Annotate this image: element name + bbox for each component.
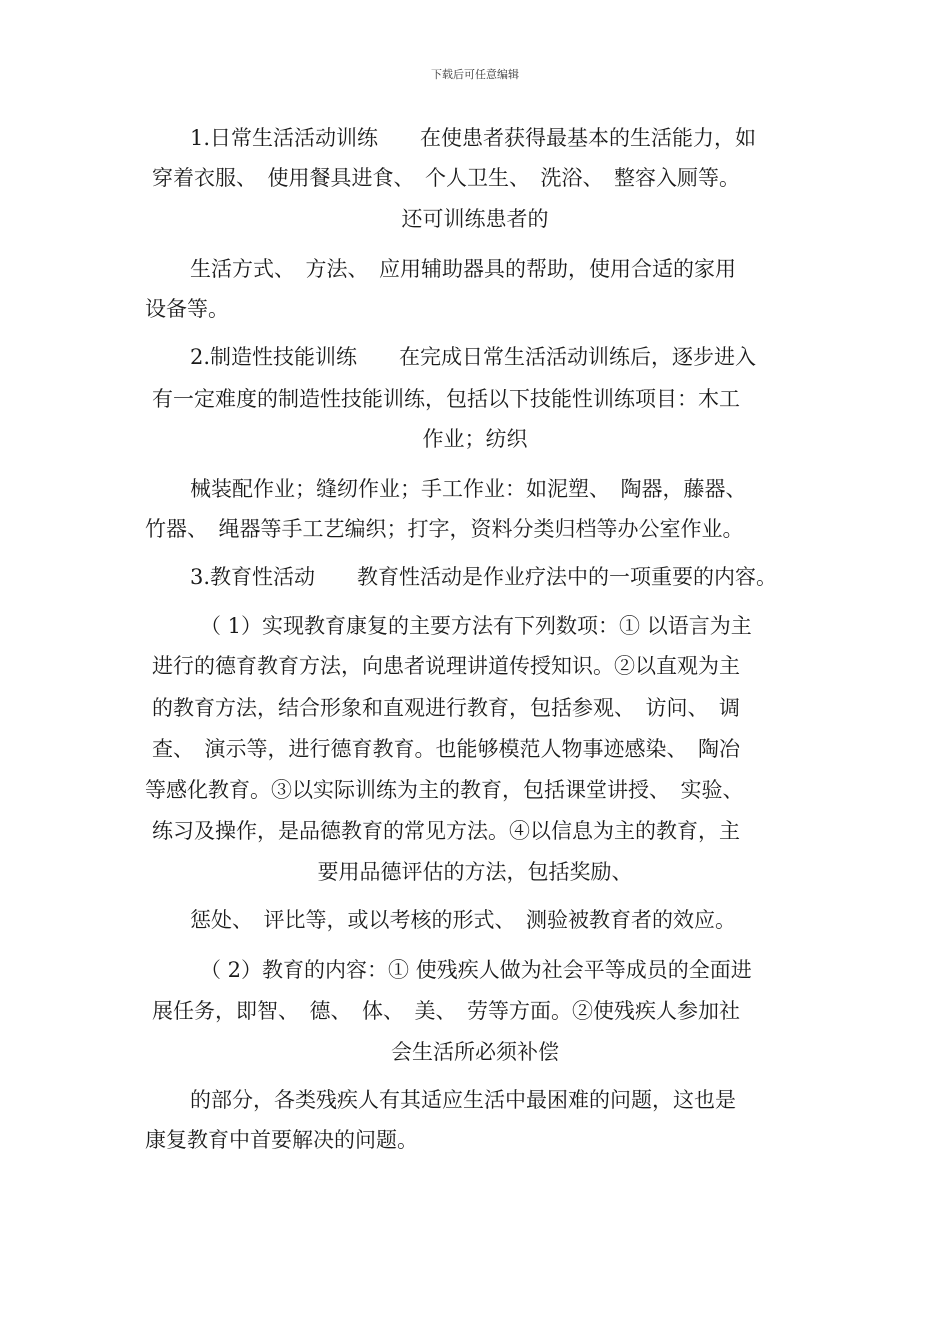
text-line: 设备等。 bbox=[145, 297, 229, 321]
text-line: 康复教育中首要解决的问题。 bbox=[145, 1128, 418, 1152]
text-line: 作业；纺织 bbox=[422, 427, 528, 451]
text-line: 械装配作业；缝纫作业；手工作业：如泥塑、 陶器，藤器、 bbox=[190, 477, 747, 501]
text-line: 惩处、 评比等，或以考核的形式、 测验被教育者的效应。 bbox=[190, 908, 736, 932]
page-header: 下载后可任意编辑 bbox=[431, 68, 519, 81]
text-line: 的教育方法，结合形象和直观进行教育，包括参观、 访问、 调 bbox=[152, 696, 740, 720]
text-line: 的部分，各类残疾人有其适应生活中最困难的问题，这也是 bbox=[190, 1088, 736, 1112]
text-line: 练习及操作，是品德教育的常见方法。④以信息为主的教育，主 bbox=[152, 819, 740, 843]
text-line: 查、 演示等，进行德育教育。也能够模范人物事迹感染、 陶冶 bbox=[152, 737, 740, 761]
text-line: 有一定难度的制造性技能训练，包括以下技能性训练项目：木工 bbox=[152, 387, 740, 411]
text-line: （ 2）教育的内容：① 使残疾人做为社会平等成员的全面进 bbox=[200, 958, 752, 982]
text-line: 还可训练患者的 bbox=[401, 207, 549, 231]
text-line: 要用品德评估的方法，包括奖励、 bbox=[317, 860, 633, 884]
text-line: 2.制造性技能训练 在完成日常生活活动训练后，逐步进入 bbox=[190, 345, 757, 369]
text-line: 3.教育性活动 教育性活动是作业疗法中的一项重要的内容。 bbox=[190, 565, 778, 589]
text-line: 1.日常生活活动训练 在使患者获得最基本的生活能力，如 bbox=[190, 126, 757, 150]
text-line: 竹器、 绳器等手工艺编织；打字，资料分类归档等办公室作业。 bbox=[145, 517, 744, 541]
text-line: 会生活所必须补偿 bbox=[391, 1040, 559, 1064]
text-line: 进行的德育教育方法，向患者说理讲道传授知识。②以直观为主 bbox=[152, 654, 740, 678]
text-line: 生活方式、 方法、 应用辅助器具的帮助，使用合适的家用 bbox=[190, 257, 736, 281]
text-line: （ 1）实现教育康复的主要方法有下列数项：① 以语言为主 bbox=[200, 614, 752, 638]
text-line: 展任务，即智、 德、 体、 美、 劳等方面。②使残疾人参加社 bbox=[152, 999, 740, 1023]
text-line: 穿着衣服、 使用餐具进食、 个人卫生、 洗浴、 整容入厕等。 bbox=[152, 166, 740, 190]
text-line: 等感化教育。③以实际训练为主的教育，包括课堂讲授、 实验、 bbox=[145, 778, 744, 802]
